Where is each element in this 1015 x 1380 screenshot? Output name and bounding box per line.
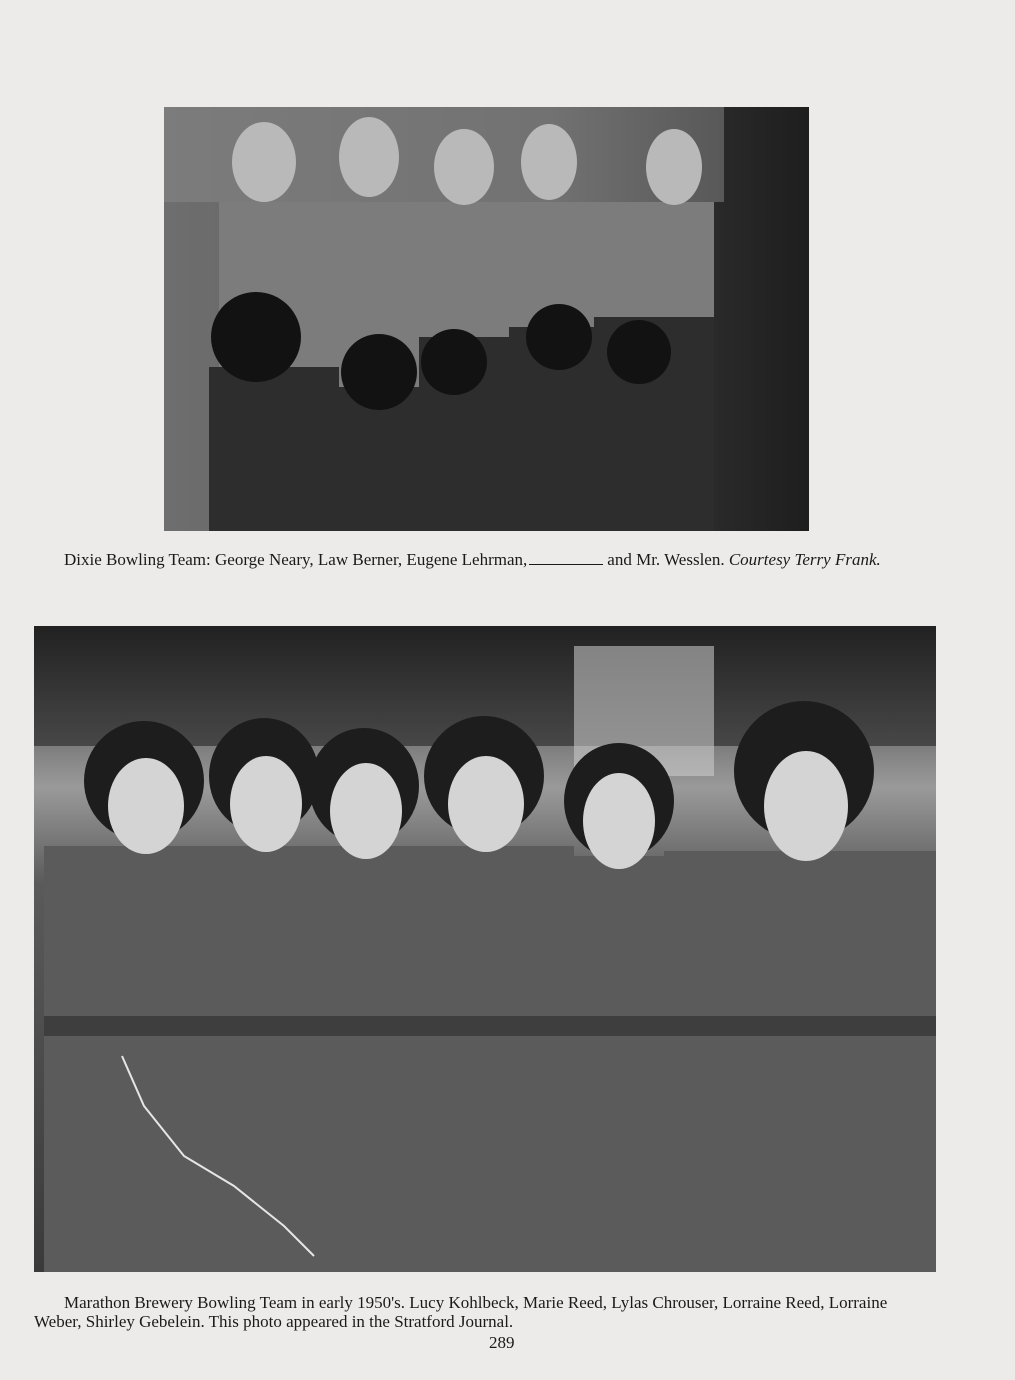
dixie-team-photo	[164, 107, 809, 531]
dixie-caption-credit: Courtesy Terry Frank.	[728, 550, 881, 569]
page-number: 289	[489, 1333, 515, 1352]
dixie-caption-names: Dixie Bowling Team: George Neary, Law Berner, Eugene Lehrman,	[64, 550, 528, 569]
unknown-name-blank	[529, 551, 603, 565]
marathon-caption-line1: Marathon Brewery Bowling Team in early 1950's. Lucy Kohlbeck, Marie Reed, Lylas Chrouser, Lorraine Reed, Lorraine	[64, 1293, 888, 1312]
dixie-team-caption	[64, 549, 964, 570]
marathon-team-image	[34, 626, 936, 1272]
marathon-caption-line2: Weber, Shirley Gebelein. This photo appeared in the Stratford Journal.	[34, 1312, 514, 1331]
dixie-caption-last-name: and Mr. Wesslen.	[607, 550, 725, 569]
dixie-team-image	[164, 107, 809, 531]
marathon-team-photo	[34, 626, 936, 1272]
